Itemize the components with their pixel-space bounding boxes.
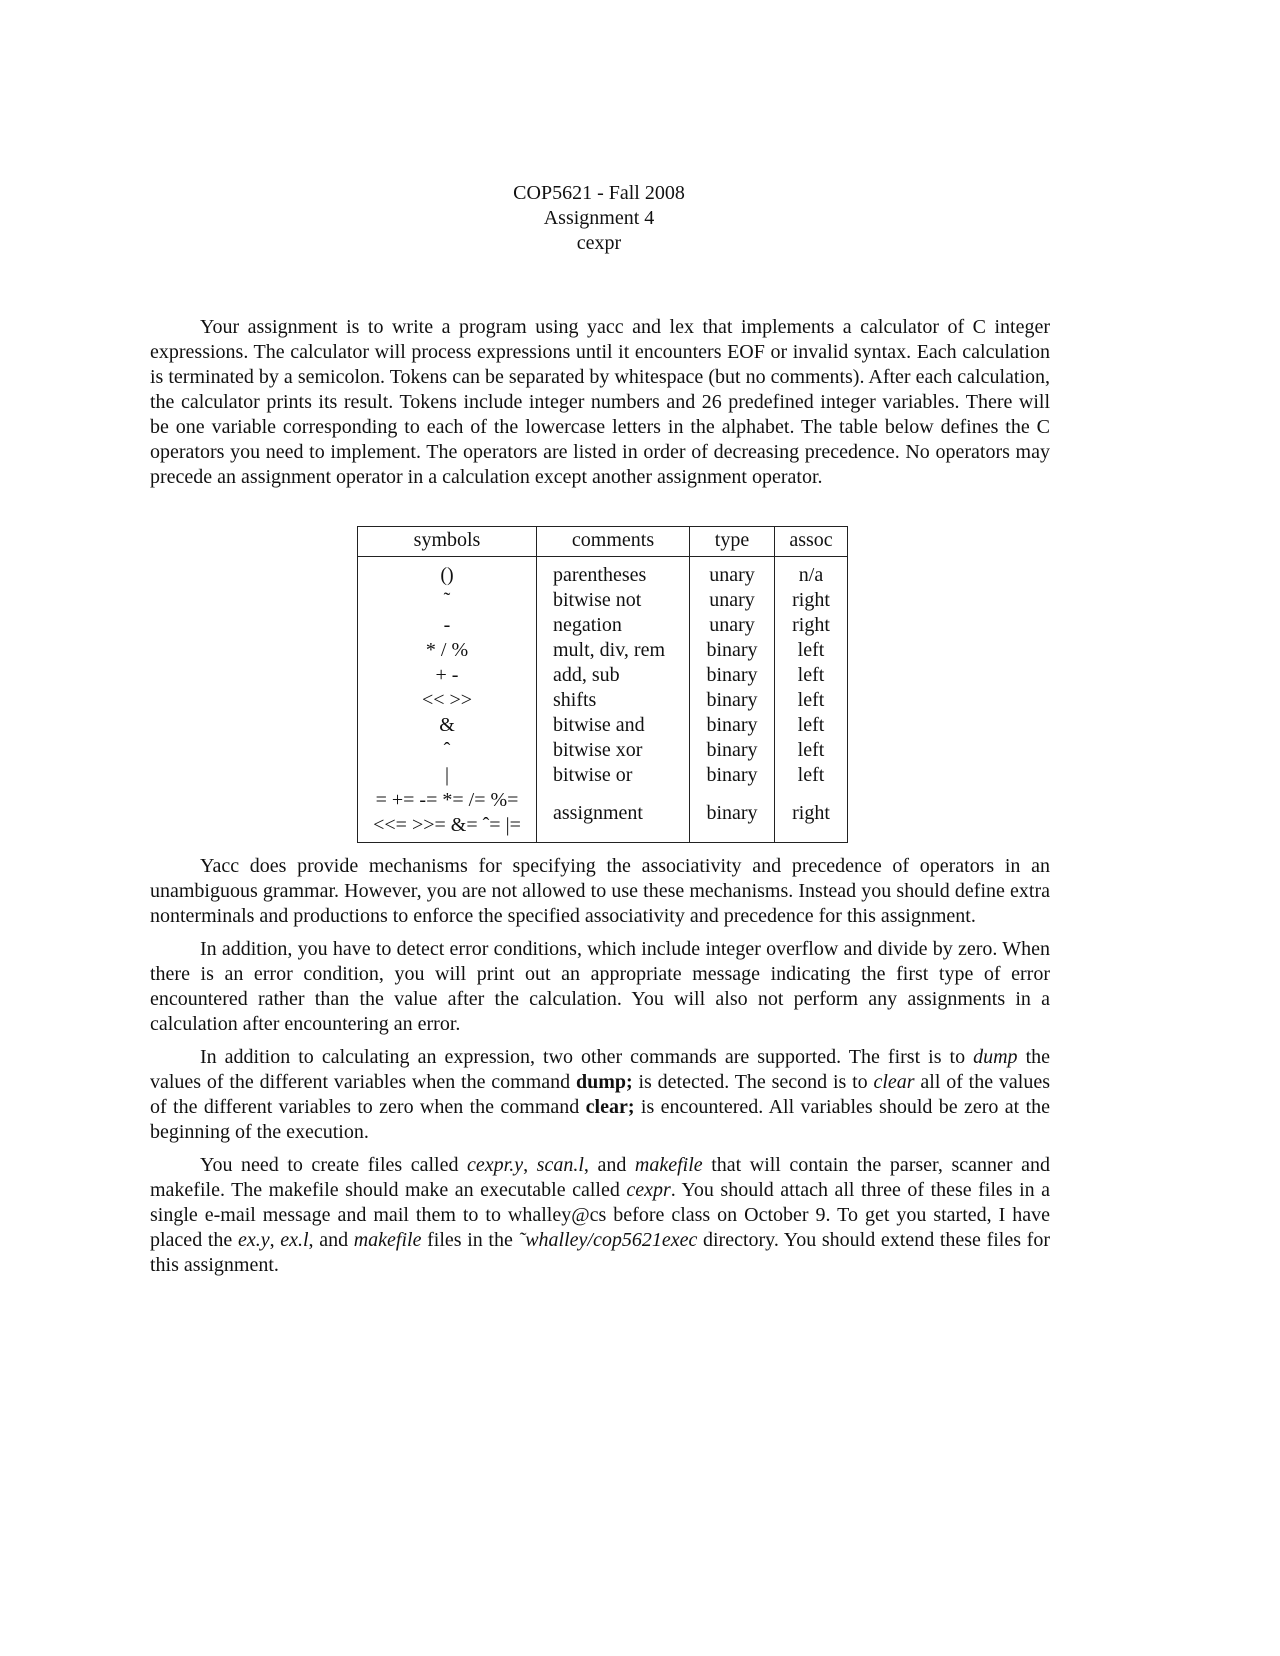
cell-comments: assignment: [537, 788, 690, 843]
cell-assoc: left: [775, 738, 848, 763]
header-type: type: [690, 527, 775, 557]
commands-paragraph: [150, 1045, 1050, 1145]
cell-symbols: -: [358, 613, 537, 638]
course-title: COP5621 - Fall 2008: [513, 182, 685, 204]
cell-symbols: * / %: [358, 638, 537, 663]
file-name: scan.l: [536, 1154, 584, 1176]
table-row-assignment: [358, 788, 848, 843]
intro-section: [150, 315, 1050, 490]
file-name: cexpr: [626, 1179, 671, 1201]
cell-type: binary: [690, 663, 775, 688]
cell-symbols: [358, 788, 537, 843]
file-name: makefile: [634, 1154, 703, 1176]
cell-comments: bitwise and: [537, 713, 690, 738]
table-row: [358, 613, 848, 638]
table-row: [358, 663, 848, 688]
cell-assoc: left: [775, 713, 848, 738]
document-header: [0, 181, 1198, 256]
cell-comments: parentheses: [537, 557, 690, 589]
table-row: [358, 763, 848, 788]
cell-symbols: |: [358, 763, 537, 788]
directory-path: ˜whalley/cop5621exec: [518, 1229, 698, 1251]
cell-assoc: left: [775, 638, 848, 663]
cell-comments: bitwise or: [537, 763, 690, 788]
cell-type: unary: [690, 588, 775, 613]
file-name: ex.y: [237, 1229, 270, 1251]
file-name: ex.l: [280, 1229, 309, 1251]
cell-symbols: << >>: [358, 688, 537, 713]
cell-symbols: (): [358, 557, 537, 589]
cell-assoc: right: [775, 588, 848, 613]
text-run: ,: [269, 1229, 281, 1251]
cell-type: binary: [690, 763, 775, 788]
cell-comments: bitwise xor: [537, 738, 690, 763]
table-header-row: [358, 527, 848, 557]
file-name: makefile: [353, 1229, 422, 1251]
text-run: is detected. The second is to: [632, 1071, 874, 1093]
cell-assoc: n/a: [775, 557, 848, 589]
header-symbols: symbols: [358, 527, 537, 557]
operator-table: [357, 526, 848, 843]
cell-assoc: right: [775, 788, 848, 843]
header-comments: comments: [537, 527, 690, 557]
cell-type: unary: [690, 613, 775, 638]
files-paragraph: [150, 1153, 1050, 1278]
table-row: [358, 738, 848, 763]
table-row: [358, 638, 848, 663]
cell-symbols: + -: [358, 663, 537, 688]
text-run: files in the: [421, 1229, 519, 1251]
cell-symbols: &: [358, 713, 537, 738]
cell-comments: negation: [537, 613, 690, 638]
text-run: is encountered. All variables should be zero at the beginning of the execution.: [150, 1096, 1051, 1143]
yacc-paragraph: Yacc does provide mechanisms for specifying the associativity and precedence of operators in an unambiguous grammar. However, you are not allowed to use these mechanisms. Instead you should define extra nonterminals and productions to enforce the specified associativity and precedence for this assignment.: [150, 855, 1050, 927]
text-run: , and: [583, 1154, 635, 1176]
text-run: that will contain the parser, scanner and makefile. The makefile should make an executable called: [150, 1154, 1050, 1201]
cell-comments: bitwise not: [537, 588, 690, 613]
assign-symbols-line2: <<= >>= &= ˆ= |=: [373, 814, 521, 836]
cell-symbols: ˜: [358, 588, 537, 613]
errors-paragraph: In addition, you have to detect error conditions, which include integer overflow and divide by zero. When there is an error condition, you will print out an appropriate message indicating the first type of error encountered rather than the value after the calculation. You will also not perform any assignments in a calculation after encountering an error.: [150, 938, 1050, 1035]
file-name: cexpr.y: [467, 1154, 524, 1176]
assignment-title: Assignment 4: [543, 207, 655, 229]
assignment-name: cexpr: [576, 232, 622, 254]
cell-type: binary: [690, 738, 775, 763]
cell-type: binary: [690, 638, 775, 663]
cell-comments: mult, div, rem: [537, 638, 690, 663]
text-run: . You should attach all three of these files in a single e-mail message and mail them to to whalley@cs before class on October 9. To get you started, I have placed the: [150, 1179, 1050, 1251]
clear-term: clear: [873, 1071, 915, 1093]
cell-type: binary: [690, 688, 775, 713]
cell-assoc: left: [775, 688, 848, 713]
table-row: [358, 713, 848, 738]
text-run: all of the values of the different variables to zero when the command: [150, 1071, 1050, 1118]
text-run: ,: [523, 1154, 537, 1176]
clear-command: clear;: [585, 1096, 635, 1118]
cell-assoc: left: [775, 663, 848, 688]
assign-symbols-line1: = += -= *= /= %=: [375, 789, 519, 811]
text-run: In addition to calculating an expression, two other commands are supported. The first is to: [200, 1046, 974, 1068]
dump-command: dump;: [575, 1071, 633, 1093]
text-run: You need to create files called: [200, 1154, 468, 1176]
table-row: [358, 557, 848, 589]
text-run: the values of the different variables when the command: [150, 1046, 1050, 1093]
header-assoc: assoc: [775, 527, 848, 557]
cell-assoc: right: [775, 613, 848, 638]
cell-type: binary: [690, 788, 775, 843]
table-row: [358, 588, 848, 613]
cell-type: binary: [690, 713, 775, 738]
text-run: , and: [308, 1229, 354, 1251]
cell-symbols: ˆ: [358, 738, 537, 763]
text-run: directory. You should extend these files for this assignment.: [150, 1229, 1050, 1276]
cell-type: unary: [690, 557, 775, 589]
cell-comments: shifts: [537, 688, 690, 713]
body-section: [150, 854, 1050, 1286]
cell-comments: add, sub: [537, 663, 690, 688]
table-row: [358, 688, 848, 713]
cell-assoc: left: [775, 763, 848, 788]
dump-term: dump: [973, 1046, 1018, 1068]
intro-paragraph: Your assignment is to write a program using yacc and lex that implements a calculator of C integer expressions. The calculator will process expressions until it encounters EOF or invalid syntax. Each calculation is terminated by a semicolon. Tokens can be separated by whitespace (but no comments). After each calculation, the calculator prints its result. Tokens include integer numbers and 26 predefined integer variables. There will be one variable corresponding to each of the lowercase letters in the alphabet. The table below defines the C operators you need to implement. The operators are listed in order of decreasing precedence. No operators may precede an assignment operator in a calculation except another assignment operator.: [150, 316, 1050, 488]
